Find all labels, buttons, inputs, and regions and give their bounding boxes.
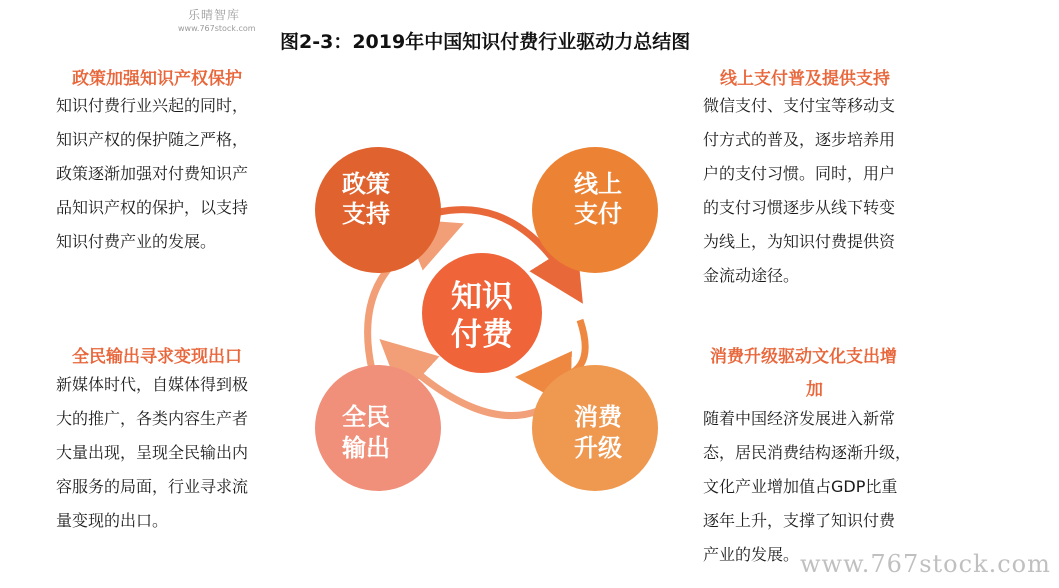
circle-policy-line2: 支持 — [342, 200, 390, 228]
circle-policy — [315, 147, 441, 273]
paragraph-line: 为线上，为知识付费提供资 — [703, 232, 896, 251]
circle-policy-line1: 政策 — [342, 170, 390, 198]
paragraph-line: 逐年上升，支撑了知识付费 — [703, 511, 896, 530]
paragraph-line: 品知识产权的保护，以支持 — [56, 198, 249, 217]
paragraph-line: 金流动途径。 — [703, 266, 800, 285]
heading-consumption-cont: 加 — [806, 380, 823, 400]
paragraph-line: 大的推广，各类内容生产者 — [56, 409, 249, 428]
circle-consumption-line1: 消费 — [574, 403, 622, 431]
circle-payment-line2: 支付 — [574, 200, 622, 228]
heading-payment: 线上支付普及提供支持 — [720, 69, 890, 89]
watermark-name: 乐晴智库 — [187, 8, 240, 22]
heading-output: 全民输出寻求变现出口 — [72, 347, 242, 367]
watermark-url: www.767stock.com — [178, 24, 256, 33]
center-line1: 知识 — [451, 279, 513, 315]
paragraph-line: 文化产业增加值占GDP比重 — [703, 477, 898, 496]
circle-payment — [532, 147, 658, 273]
circle-consumption — [532, 365, 658, 491]
circle-consumption-line2: 升级 — [574, 434, 622, 462]
circle-output-line2: 输出 — [342, 434, 390, 462]
circle-output — [315, 365, 441, 491]
driver-cycle-diagram — [300, 130, 680, 510]
paragraph-line: 态，居民消费结构逐渐升级， — [703, 443, 912, 462]
paragraph-line: 的支付习惯逐步从线下转变 — [703, 198, 896, 217]
paragraph-line: 知识付费行业兴起的同时， — [56, 96, 249, 115]
circle-payment-line1: 线上 — [574, 170, 622, 198]
figure-title: 图2-3：2019年中国知识付费行业驱动力总结图 — [280, 31, 691, 53]
center-line2: 付费 — [451, 317, 513, 353]
paragraph-line: 知识产权的保护随之严格， — [56, 130, 249, 149]
paragraph-line: 产业的发展。 — [703, 545, 800, 564]
paragraph-line: 知识付费产业的发展。 — [56, 232, 217, 251]
center-circle — [422, 253, 542, 373]
paragraph-line: 容服务的局面，行业寻求流 — [56, 477, 249, 496]
paragraph-consumption — [703, 402, 911, 572]
watermark-url-bottom: www.767stock.com — [800, 550, 1051, 578]
paragraph-line: 新媒体时代，自媒体得到极 — [56, 375, 249, 394]
watermark-logo — [178, 6, 256, 33]
paragraph-line: 随着中国经济发展进入新常 — [703, 409, 896, 428]
paragraph-line: 微信支付、支付宝等移动支 — [703, 96, 896, 115]
paragraph-line: 户的支付习惯。同时，用户 — [703, 164, 896, 183]
paragraph-policy — [56, 89, 248, 259]
circle-output-line1: 全民 — [342, 403, 390, 431]
paragraph-output — [56, 368, 248, 538]
paragraph-line: 量变现的出口。 — [56, 511, 169, 530]
heading-policy: 政策加强知识产权保护 — [72, 69, 242, 89]
paragraph-line: 政策逐渐加强对付费知识产 — [56, 164, 249, 183]
paragraph-payment — [703, 89, 895, 293]
heading-consumption: 消费升级驱动文化支出增 — [710, 347, 897, 367]
paragraph-line: 付方式的普及，逐步培养用 — [703, 130, 896, 149]
paragraph-line: 大量出现，呈现全民输出内 — [56, 443, 249, 462]
